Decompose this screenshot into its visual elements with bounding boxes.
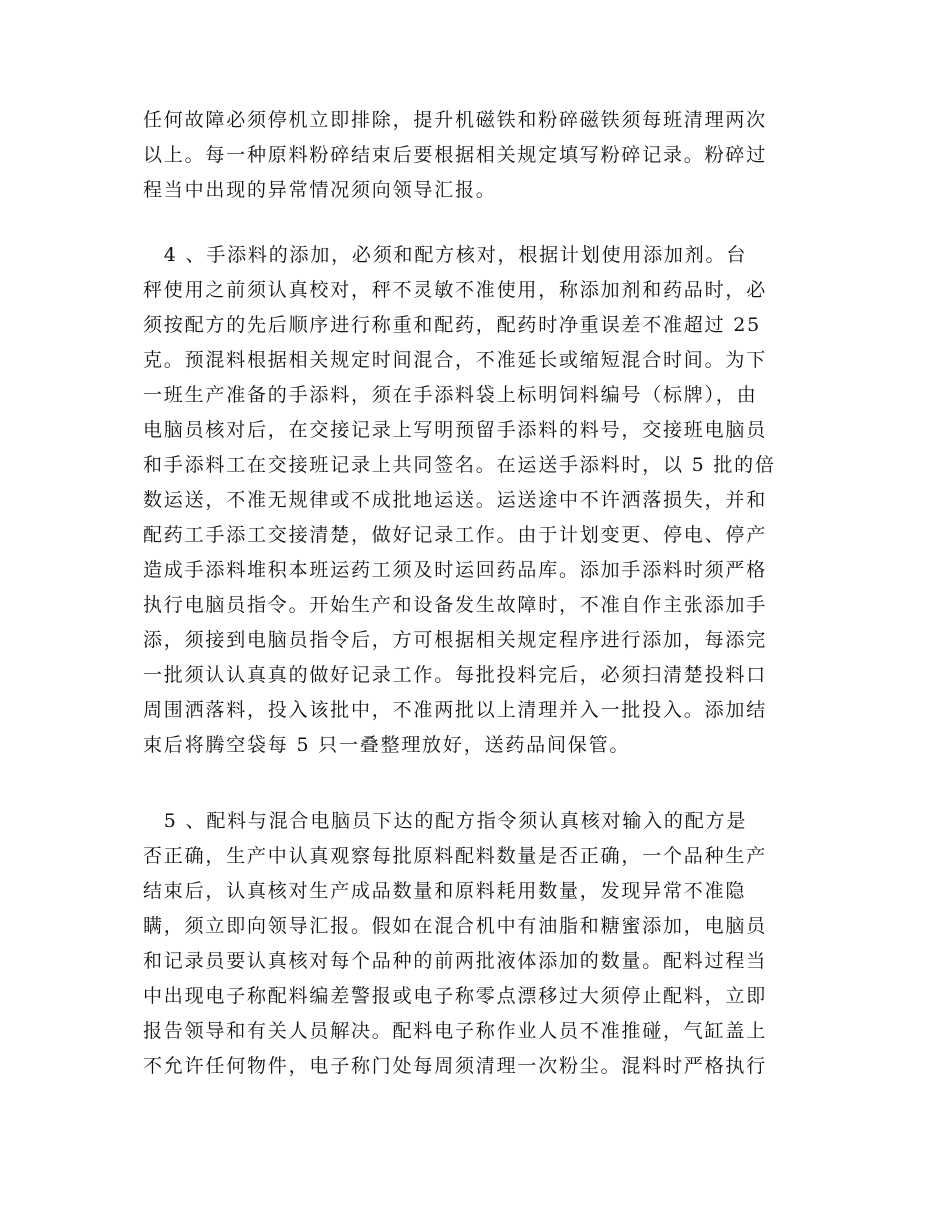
text-line: 电脑员核对后，在交接记录上写明预留手添料的料号，交接班电脑员 xyxy=(143,419,768,441)
text-line: 数运送，不准无规律或不成批地运送。运送途中不许洒落损失，并和 xyxy=(143,489,768,511)
text-line: 秤使用之前须认真校对，秤不灵敏不准使用，称添加剂和药品时，必 xyxy=(143,279,768,301)
text-line: 报告领导和有关人员解决。配料电子称作业人员不准推碰，气缸盖上 xyxy=(143,1020,768,1042)
text-line: 一批须认认真真的做好记录工作。每批投料完后，必须扫清楚投料口 xyxy=(143,664,768,686)
text-line: 束后将腾空袋每 5 只一叠整理放好，送药品间保管。 xyxy=(143,734,631,756)
text-line: 不允许任何物件，电子称门处每周须清理一次粉尘。混料时严格执行 xyxy=(143,1055,768,1077)
text-line: 以上。每一种原料粉碎结束后要根据相关规定填写粉碎记录。粉碎过 xyxy=(143,144,768,166)
text-line: 造成手添料堆积本班运药工须及时运回药品库。添加手添料时须严格 xyxy=(143,559,768,581)
text-line: 4 、手添料的添加，必须和配方核对，根据计划使用添加剂。台 xyxy=(143,244,748,266)
text-line: 执行电脑员指令。开始生产和设备发生故障时，不准自作主张添加手 xyxy=(143,594,768,616)
text-line: 和记录员要认真核对每个品种的前两批液体添加的数量。配料过程当 xyxy=(143,950,768,972)
text-line: 5 、配料与混合电脑员下达的配方指令须认真核对输入的配方是 xyxy=(143,810,748,832)
paragraph-item-5 xyxy=(143,804,803,1084)
text-line: 中出现电子称配料编差警报或电子称零点漂移过大须停止配料，立即 xyxy=(143,985,768,1007)
text-line: 配药工手添工交接清楚，做好记录工作。由于计划变更、停电、停产 xyxy=(143,524,768,546)
paragraph-continuation xyxy=(143,103,803,208)
text-line: 一班生产准备的手添料，须在手添料袋上标明饲料编号（标牌），由 xyxy=(143,384,758,406)
text-line: 周围洒落料，投入该批中，不准两批以上清理并入一批投入。添加结 xyxy=(143,699,768,721)
text-line: 程当中出现的异常情况须向领导汇报。 xyxy=(143,179,497,201)
text-line: 瞒，须立即向领导汇报。假如在混合机中有油脂和糖蜜添加，电脑员 xyxy=(143,915,768,937)
text-line: 须按配方的先后顺序进行称重和配药，配药时净重误差不准超过 25 xyxy=(143,314,762,336)
text-line: 克。预混料根据相关规定时间混合，不准延长或缩短混合时间。为下 xyxy=(143,349,768,371)
text-line: 添，须接到电脑员指令后，方可根据相关规定程序进行添加，每添完 xyxy=(143,629,768,651)
text-line: 否正确，生产中认真观察每批原料配料数量是否正确，一个品种生产 xyxy=(143,845,768,867)
text-line: 任何故障必须停机立即排除，提升机磁铁和粉碎磁铁须每班清理两次 xyxy=(143,109,768,131)
paragraph-item-4 xyxy=(143,238,803,763)
text-line: 和手添料工在交接班记录上共同签名。在运送手添料时，以 5 批的倍 xyxy=(143,454,776,476)
text-line: 结束后，认真核对生产成品数量和原料耗用数量，发现异常不准隐 xyxy=(143,880,747,902)
